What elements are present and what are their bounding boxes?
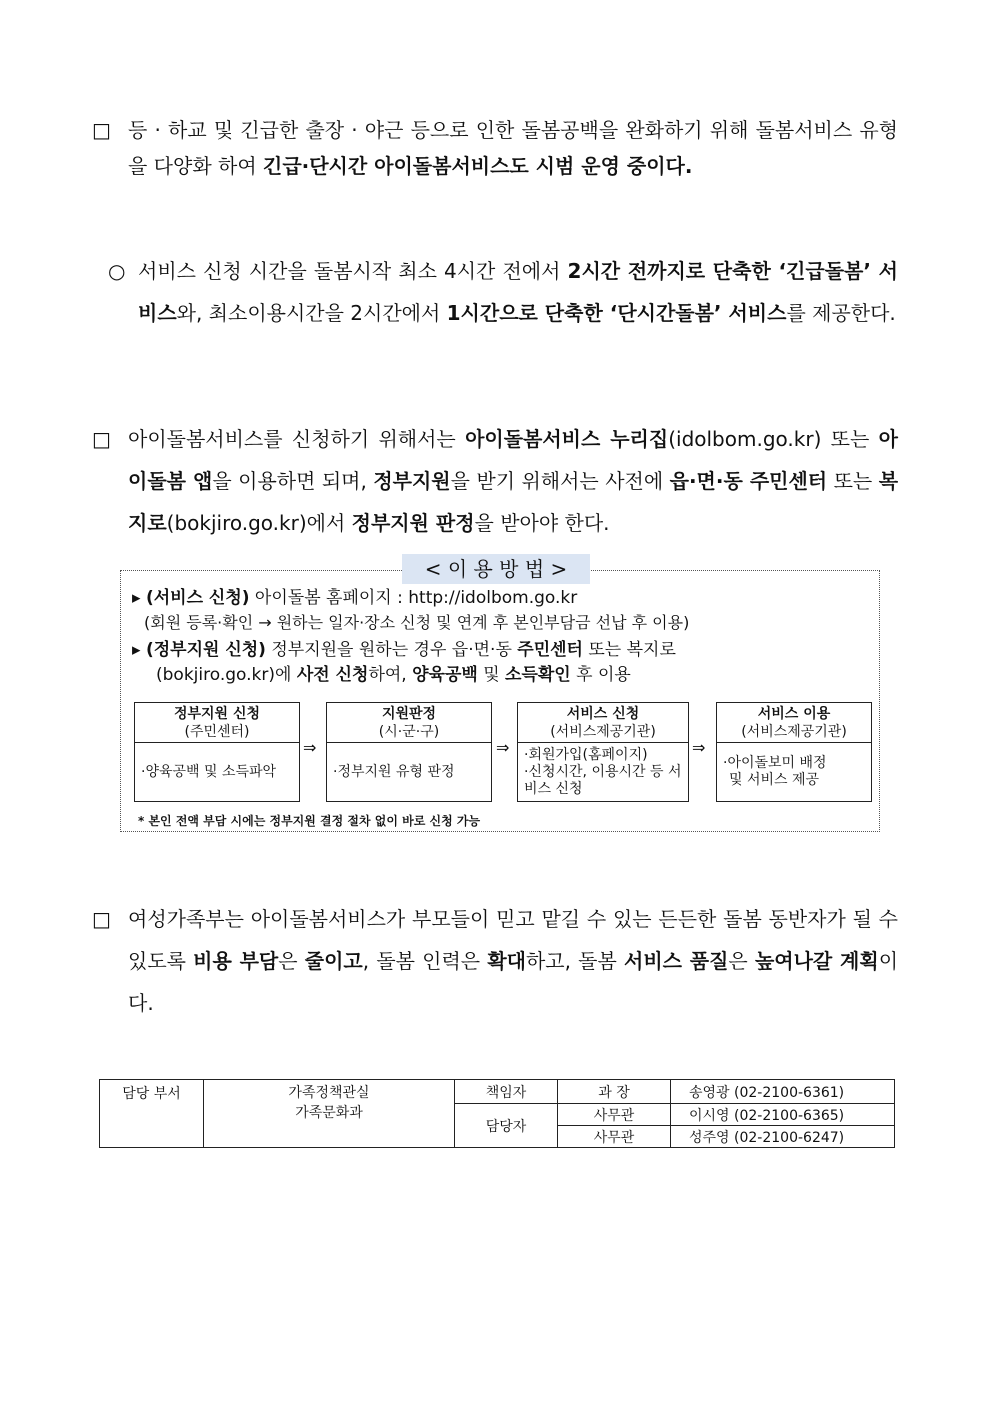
sub-text-3: 를 제공한다. bbox=[786, 301, 896, 325]
flow-step-1 bbox=[134, 702, 300, 802]
usage-line-3 bbox=[132, 638, 876, 662]
role-cell: 사무관 bbox=[558, 1104, 671, 1126]
p2-text-3: 을 이용하면 되며, bbox=[212, 469, 374, 493]
dept-line-1: 가족정책관실 bbox=[288, 1085, 370, 1101]
flow-step-2 bbox=[326, 702, 492, 802]
usage-line-1 bbox=[132, 586, 876, 610]
p3-bold-4: 서비스 품질 bbox=[624, 949, 729, 973]
triangle-bullet-icon: ▸ bbox=[132, 588, 141, 608]
flow-step-4 bbox=[716, 702, 872, 802]
role-cell: 사무관 bbox=[558, 1126, 671, 1148]
step-sub: (서비스제공기관) bbox=[741, 724, 847, 740]
dept-name bbox=[204, 1080, 455, 1148]
p2-bold-2: 아이돌봄 앱 bbox=[128, 427, 898, 493]
p2-text-2: (idolbom.go.kr) 또는 bbox=[668, 427, 879, 451]
p2-text-4: 을 받기 위해서는 사전에 bbox=[450, 469, 670, 493]
sub-text-1: 서비스 신청 시간을 돌봄시작 최소 4시간 전에서 bbox=[138, 259, 568, 283]
sub-bold-2: 1시간으로 단축한 ‘단시간돌봄’ 서비스 bbox=[446, 301, 787, 325]
square-bullet-icon: □ bbox=[92, 118, 111, 142]
dept-line-2: 가족문화과 bbox=[295, 1105, 363, 1121]
circle-bullet-icon: ○ bbox=[108, 259, 126, 283]
right-arrow-icon: ⇒ bbox=[692, 738, 706, 757]
chief-label: 책임자 bbox=[455, 1080, 558, 1104]
step-body: ·정부지원 유형 판정 bbox=[333, 763, 455, 780]
paragraph-1 bbox=[92, 112, 898, 184]
dept-label: 담당 부서 bbox=[100, 1080, 204, 1148]
p2-bold-4: 읍·면·동 주민센터 bbox=[669, 469, 828, 493]
usage-line-2 bbox=[144, 611, 888, 635]
paragraph-2 bbox=[92, 418, 898, 544]
p2-text-5: 또는 bbox=[827, 469, 879, 493]
usage-l4-text-3: 및 bbox=[477, 665, 506, 685]
p3-text-6: 이다. bbox=[128, 949, 899, 1015]
p3-text-1: 여성가족부는 아이돌봄서비스가 부모들이 믿고 맡길 수 있는 든든한 돌봄 동반자가 될 수 있도록 bbox=[128, 907, 898, 973]
usage-l1-text: 아이돌봄 홈페이지 : http://idolbom.go.kr bbox=[249, 588, 578, 608]
p1-bold: 긴급·단시간 아이돌봄서비스도 시범 운영 중이다. bbox=[263, 154, 693, 178]
step-body-2: ·신청시간, 이용시간 등 서비스 신청 bbox=[524, 764, 682, 797]
role-cell: 과 장 bbox=[558, 1080, 671, 1104]
person-cell: 이시영 (02-2100-6365) bbox=[671, 1104, 895, 1126]
p3-bold-5: 높여나갈 계획 bbox=[754, 949, 879, 973]
staff-label: 담당자 bbox=[455, 1104, 558, 1148]
contact-table bbox=[99, 1079, 895, 1148]
usage-l3-bold-2: 주민센터 bbox=[517, 640, 583, 660]
sub-paragraph-1 bbox=[108, 250, 898, 334]
p3-text-4: 하고, 돌봄 bbox=[525, 949, 625, 973]
usage-l4-text-4: 후 이용 bbox=[570, 665, 631, 685]
usage-l4-bold-3: 소득확인 bbox=[505, 665, 571, 685]
square-bullet-icon: □ bbox=[92, 907, 111, 931]
p3-bold-3: 확대 bbox=[487, 949, 526, 973]
p2-text-7: 을 받아야 한다. bbox=[474, 511, 610, 535]
step-body-1: ·회원가입(홈페이지) bbox=[524, 747, 648, 763]
step-title: 지원판정 bbox=[381, 706, 437, 722]
p3-bold-1: 비용 부담 bbox=[193, 949, 279, 973]
usage-l2-text: (회원 등록·확인 → 원하는 일자·장소 신청 및 연계 후 본인부담금 선납 후 이용) bbox=[144, 613, 690, 632]
usage-method-title: < 이 용 방 법 > bbox=[402, 554, 590, 584]
usage-line-4 bbox=[156, 663, 900, 687]
p1-text: 등 · 하교 및 긴급한 출장 · 야근 등으로 인한 돌봄공백을 완화하기 위해 돌봄서비스 유형을 다양화 하여 bbox=[128, 118, 898, 178]
step-title: 정부지원 신청 bbox=[173, 706, 261, 722]
paragraph-3 bbox=[92, 898, 898, 1024]
usage-l3-text-1: 정부지원을 원하는 경우 읍·면·동 bbox=[265, 640, 518, 660]
step-body-2: 및 서비스 제공 bbox=[729, 772, 820, 788]
right-arrow-icon: ⇒ bbox=[303, 738, 317, 757]
p2-bold-3: 정부지원 bbox=[373, 469, 451, 493]
p3-bold-2: 줄이고 bbox=[304, 949, 363, 973]
p2-bold-5: 복지로 bbox=[128, 469, 899, 535]
sub-bold-1: 2시간 전까지로 단축한 ‘긴급돌봄’ 서비스 bbox=[138, 259, 898, 325]
step-sub: (서비스제공기관) bbox=[550, 724, 656, 740]
usage-l4-text-1: (bokjiro.go.kr)에 bbox=[156, 665, 297, 685]
sub-text-2: 와, 최소이용시간을 2시간에서 bbox=[176, 301, 447, 325]
step-sub: (주민센터) bbox=[184, 724, 250, 740]
p3-text-2: 은 bbox=[278, 949, 305, 973]
p3-text-5: 은 bbox=[728, 949, 755, 973]
step-body: ·양육공백 및 소득파악 bbox=[141, 763, 277, 780]
usage-l1-bold: (서비스 신청) bbox=[145, 588, 250, 608]
p3-text-3: , 돌봄 인력은 bbox=[362, 949, 488, 973]
flow-step-3 bbox=[517, 702, 689, 802]
usage-note: * 본인 전액 부담 시에는 정부지원 결정 절차 없이 바로 신청 가능 bbox=[138, 814, 481, 828]
usage-l3-bold: (정부지원 신청) bbox=[145, 640, 266, 660]
triangle-bullet-icon: ▸ bbox=[132, 640, 141, 660]
p2-text-6: (bokjiro.go.kr)에서 bbox=[166, 511, 352, 535]
step-title: 서비스 신청 bbox=[566, 706, 640, 722]
square-bullet-icon: □ bbox=[92, 427, 111, 451]
right-arrow-icon: ⇒ bbox=[496, 738, 510, 757]
person-cell: 송영광 (02-2100-6361) bbox=[671, 1080, 895, 1104]
step-body-1: ·아이돌보미 배정 bbox=[723, 755, 827, 771]
usage-l4-text-2: 하여, bbox=[368, 665, 413, 685]
p2-bold-6: 정부지원 판정 bbox=[351, 511, 475, 535]
usage-l3-text-2: 또는 복지로 bbox=[582, 640, 676, 660]
p2-bold-1: 아이돌봄서비스 누리집 bbox=[465, 427, 669, 451]
p2-text-1: 아이돌봄서비스를 신청하기 위해서는 bbox=[128, 427, 466, 451]
usage-l4-bold-1: 사전 신청 bbox=[296, 665, 369, 685]
person-cell: 성주영 (02-2100-6247) bbox=[671, 1126, 895, 1148]
step-sub: (시·군·구) bbox=[378, 724, 440, 740]
usage-l4-bold-2: 양육공백 bbox=[412, 665, 478, 685]
step-title: 서비스 이용 bbox=[757, 706, 831, 722]
